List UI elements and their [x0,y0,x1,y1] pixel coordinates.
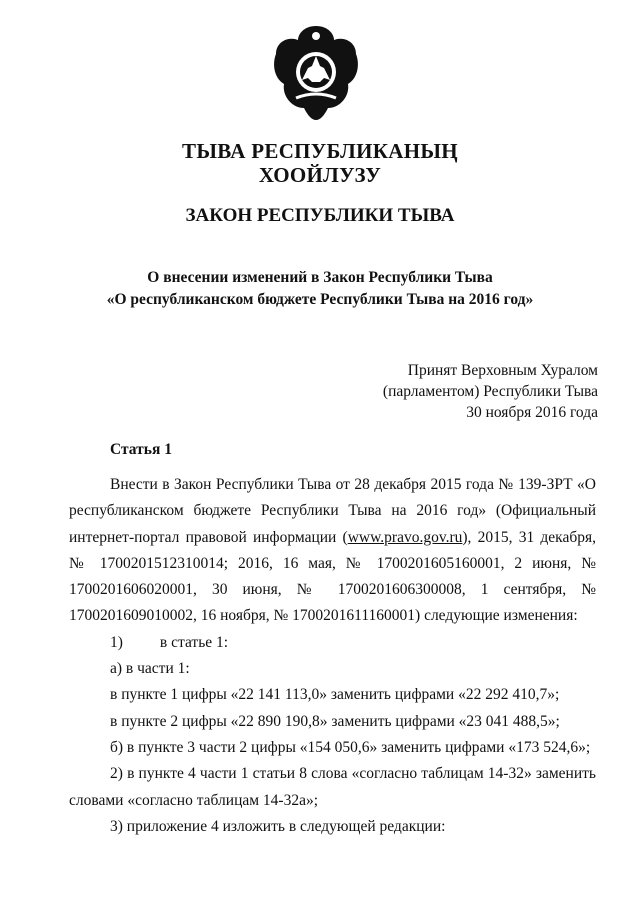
item-3: 3) приложение 4 изложить в следующей редакции: [110,817,446,835]
item-2: 2) в пункте 4 части 1 статьи 8 слова «согласно таблицам 14-32» заменить словами «согласно таблицам 14-32а»; [69,765,596,809]
header-line-2: ХООЙЛУЗУ [258,163,382,187]
header-line-1: ТЫВА РЕСПУБЛИКАНЫҢ [182,139,458,163]
subject-line-2: «О республиканском бюджете Республики Тыва на 2016 год» [106,291,534,308]
adoption-line-2: (парламентом) Республики Тыва [382,383,598,400]
adoption-note [383,360,598,423]
item-1a-point-1: в пункте 1 цифры «22 141 113,0» заменить цифрами «22 292 410,7»; [110,686,560,704]
article-title: Статья 1 [110,441,172,458]
intro-text-start: Внести в Закон Республики Тыва от 28 декабря 2015 года № 139-ЗРТ «О республиканском бюджете Республики Тыва на 2016 год» (Официальный интернет-портал правовой информации ( [69,476,596,546]
item-1-text: в статье 1: [159,633,229,651]
item-1b: б) в пункте 3 части 2 цифры «154 050,6» заменить цифрами «173 524,6»; [110,738,591,756]
item-1a-point-2: в пункте 2 цифры «22 890 190,8» заменить цифрами «23 041 488,5»; [110,712,560,730]
article-intro [69,472,596,630]
subject-line-1: О внесении изменений в Закон Республики Тыва [147,269,493,286]
tuva-emblem [268,20,364,124]
pravo-link[interactable]: www.pravo.gov.ru [347,528,463,546]
item-1 [69,630,596,656]
intro-text-end: ), 2015, 31 декабря, № 1700201512310014; 2016, 16 мая, № 1700201605160001, 2 июня, № 1700201606020001, 30 июня, № 1700201606300008, 1 сентября, № 1700201609010002, 16 ноября, № 1700201611160001) следующие изменения: [69,528,596,625]
item-1a: а) в части 1: [110,660,190,678]
item-1-number: 1) [110,633,123,651]
adoption-line-1: Принят Верховным Хуралом [407,362,598,379]
law-title: ЗАКОН РЕСПУБЛИКИ ТЫВА [185,205,455,226]
article-body [69,472,596,840]
adoption-date: 30 ноября 2016 года [466,404,598,421]
